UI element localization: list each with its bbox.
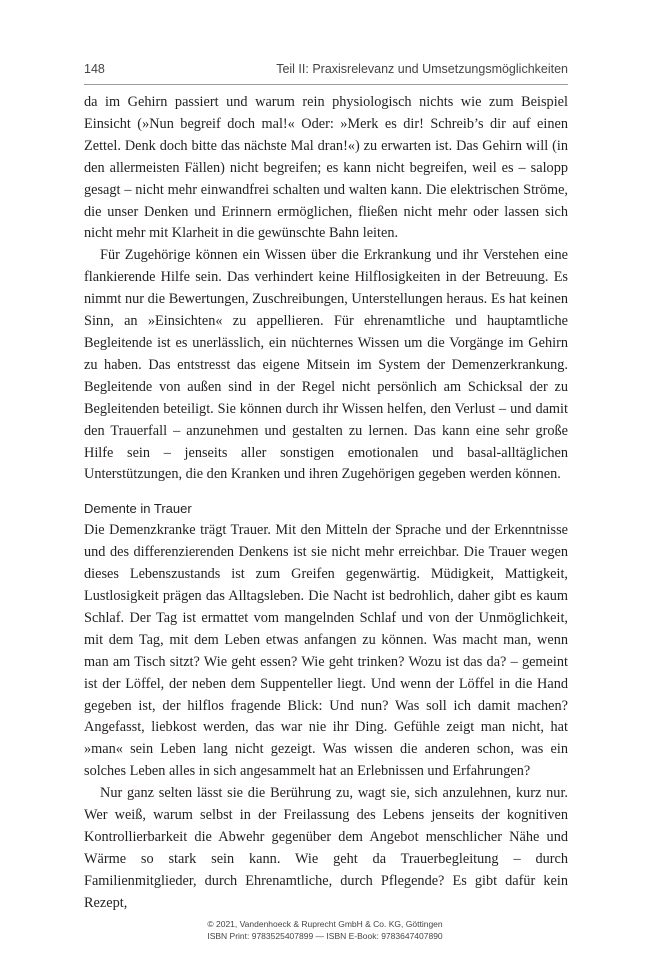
section-heading: Demente in Trauer: [84, 501, 192, 517]
header-rule: [84, 84, 568, 85]
isbn-line: ISBN Print: 9783525407899 — ISBN E-Book: 9783647407890: [207, 931, 443, 941]
body-text: [84, 92, 568, 915]
running-head: Teil II: Praxisrelevanz und Umsetzungsmöglichkeiten: [276, 62, 568, 76]
paragraph: Für Zugehörige können ein Wissen über die Erkrankung und ihr Verstehen eine flankierende Hilfe sein. Das verhindert keine Hilflosigkeiten in der Betreuung. Es nimmt nur die Bewertungen, Zuschreibungen, Unterstellungen heraus. Es hat keinen Sinn, an »Einsichten« zu appellieren. Für ehrenamtliche und hauptamtliche Begleitende ist es unerlässlich, ein nüchternes Wissen um die Vorgänge im Gehirn zu haben. Das entstresst das eigene Mitsein im System der Demenzerkrankung. Begleitende von außen sind in der Regel nicht persönlich am Schicksal der zu Begleitenden beteiligt. Sie können durch ihr Wissen helfen, den Verlust – und damit den Trauerfall – anzunehmen und gestalten zu lernen. Das kann eine sehr große Hilfe sein – jenseits aller sonstigen emotionalen und basal-alltäglichen Unterstützungen, die den Kranken und ihren Zugehörigen gegeben werden können.: [84, 247, 568, 483]
paragraph: Nur ganz selten lässt sie die Berührung zu, wagt sie, sich anzulehnen, kurz nur. Wer weiß, warum selbst in der Freilassung des Lebens jenseits der kognitiven Kontrollierbarkeit die Abwehr gegenüber dem Angebot menschlicher Nähe und Wärme so stark sein kann. Wie geht da Trauerbegleitung – durch Familienmitglieder, durch Ehrenamtliche, durch Pflegende? Es gibt dafür kein Rezept,: [84, 785, 568, 911]
paragraph: da im Gehirn passiert und warum rein physiologisch nichts wie zum Beispiel Einsicht (»Nun begreif doch mal!« Oder: »Merk es dir! Schreib’s dir auf einen Zettel. Denk doch bitte das nächste Mal dran!«) zu erwarten ist. Das Gehirn will (in den allermeisten Fällen) nicht begreifen; es kann nicht begreifen, weil es – salopp gesagt – nicht mehr einwandfrei schalten und walten kann. Die elektrischen Ströme, die unser Denken und Erinnern ermöglichen, fließen nicht mehr oder lassen sich nicht mehr mit Klarheit in die gewünschte Bahn leiten.: [84, 94, 568, 242]
paragraph: Die Demenzkranke trägt Trauer. Mit den Mitteln der Sprache und der Erkenntnisse und des differenzierenden Denkens ist sie nicht mehr erreichbar. Die Trauer wegen dieses Lebenszustands ist zum Greifen gegenwärtig. Müdigkeit, Mattigkeit, Lustlosigkeit prägen das Alltagsleben. Die Nacht ist bedrohlich, daher gibt es kaum Schlaf. Der Tag ist ermattet vom mangelnden Schlaf und von der Unmöglichkeit, mit dem Tag, mit dem Leben etwas anfangen zu können. Was macht man, wenn man am Tisch sitzt? Wie geht essen? Wie geht trinken? Wozu ist das da? – gemeint ist der Löffel, der neben dem Suppenteller liegt. Und wenn der Löffel in die Hand gegeben ist, der hilflos fragende Blick: Und nun? Was soll ich damit machen? Angefasst, liebkost werden, das war nie ihr Ding. Gefühle zeigt man nicht, hat »man« sein Leben lang nicht gezeigt. Was wissen die anderen schon, was ein solches Leben alles in sich angesammelt hat an Erlebnissen und Erfahrungen?: [84, 522, 568, 780]
page-header: [84, 62, 568, 80]
page-footer: [0, 918, 650, 942]
page-number: 148: [84, 62, 105, 76]
copyright-line: © 2021, Vandenhoeck & Ruprecht GmbH & Co. KG, Göttingen: [207, 919, 443, 929]
